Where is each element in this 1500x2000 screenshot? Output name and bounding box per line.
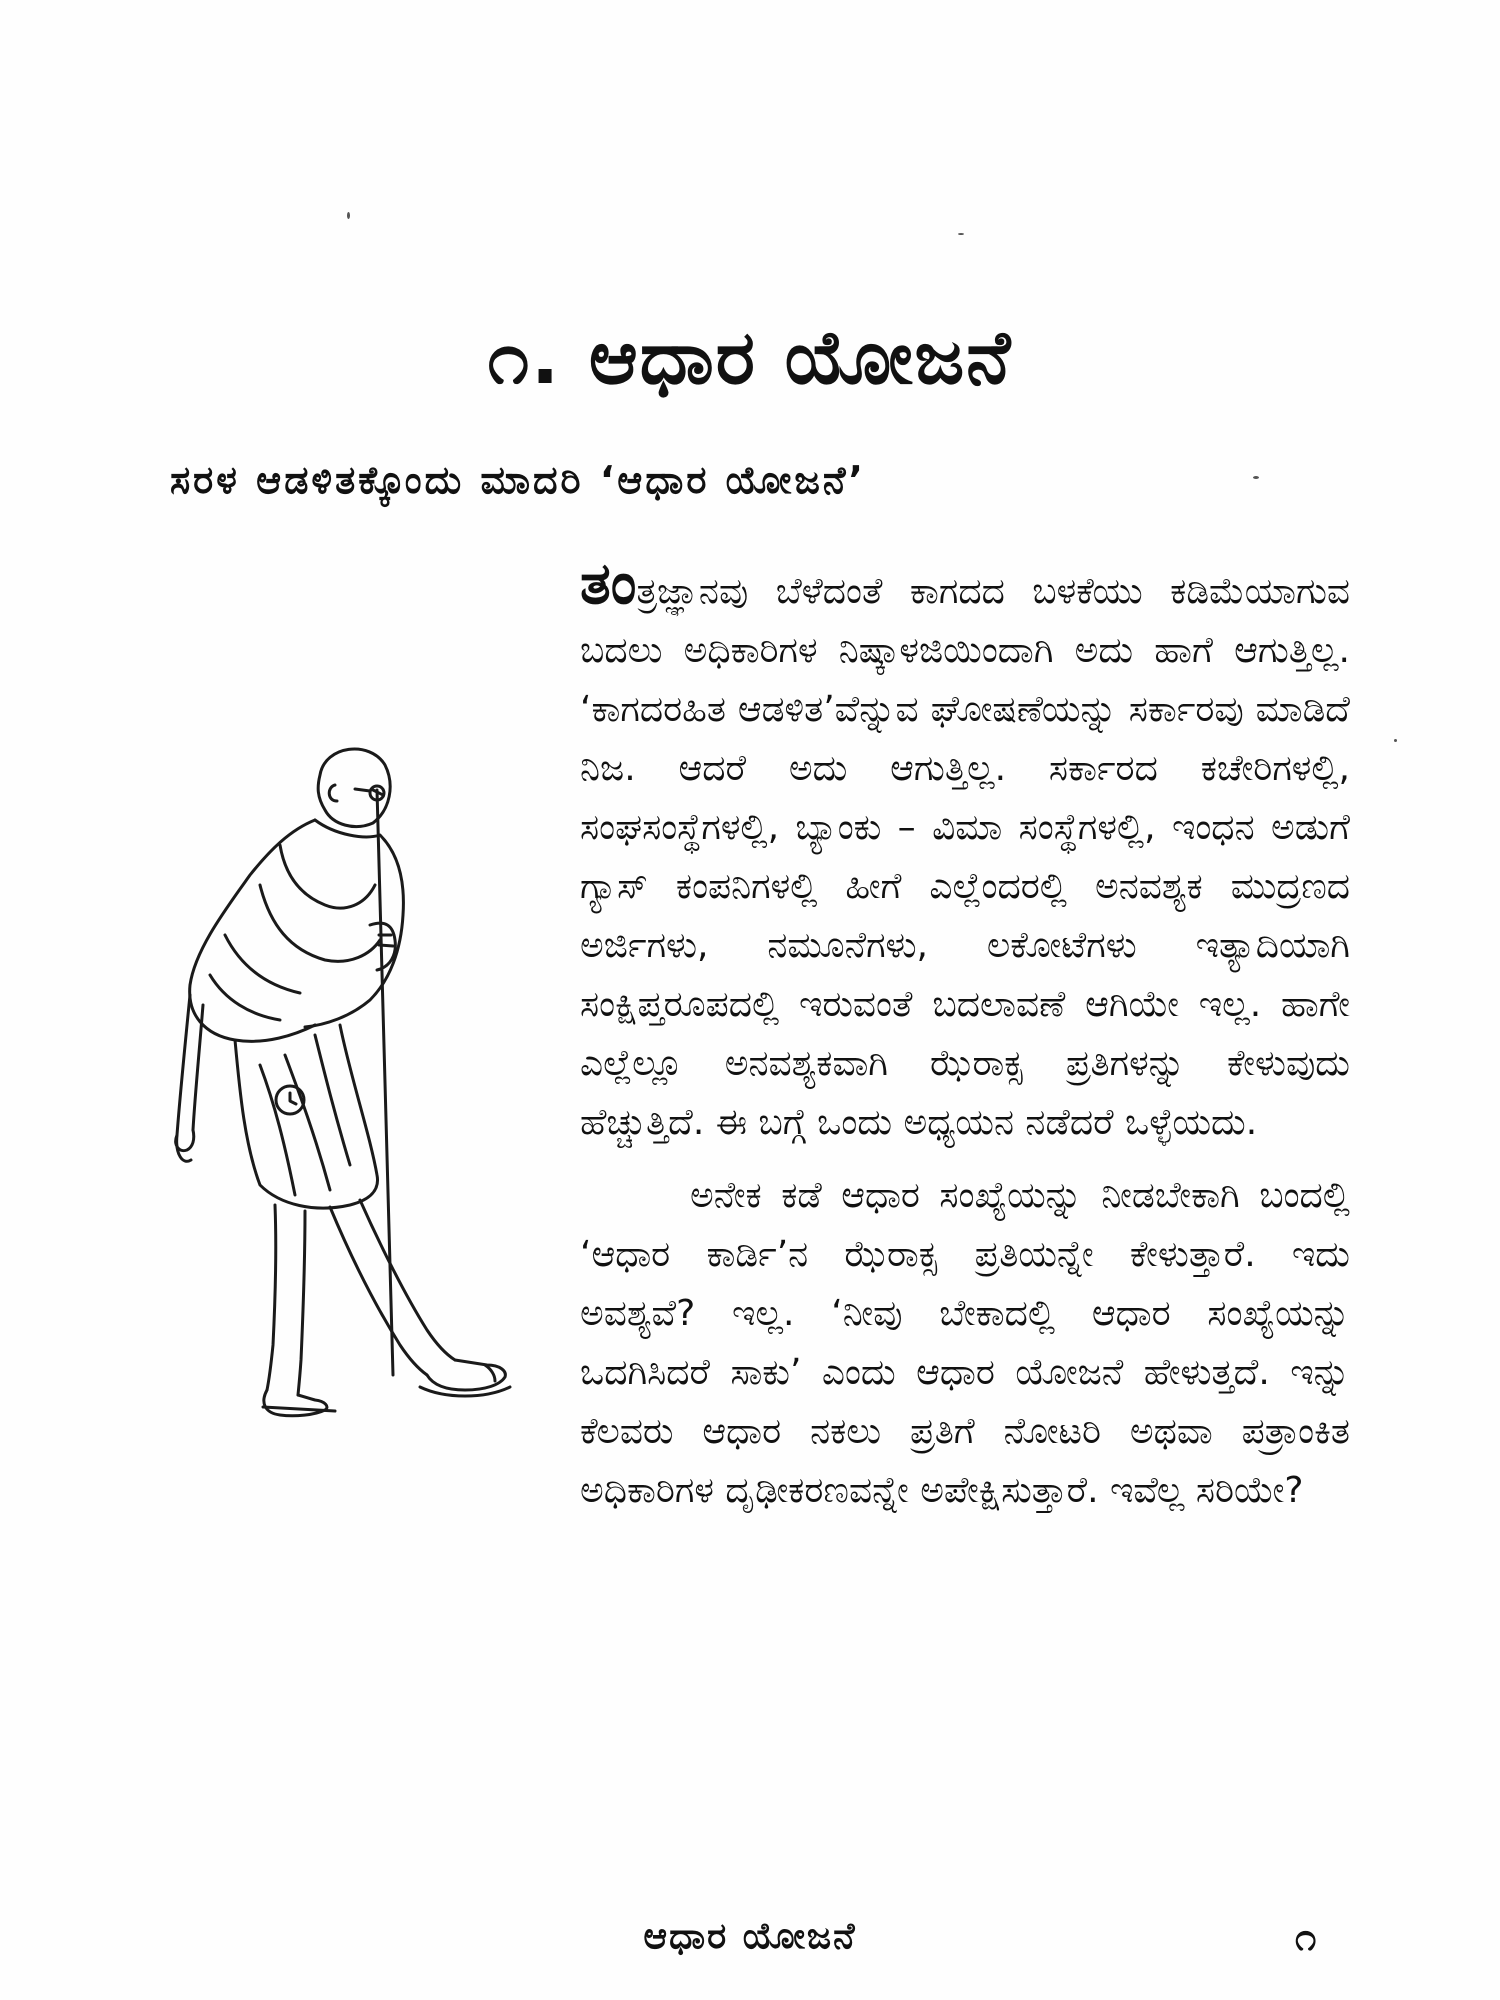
- paragraph-1-text: ತ್ರಜ್ಞಾನವು ಬೆಳೆದಂತೆ ಕಾಗದದ ಬಳಕೆಯು ಕಡಿಮೆಯಾಗುವ ಬದಲು ಅಧಿಕಾರಿಗಳ ನಿಷ್ಕಾಳಜಿಯಿಂದಾಗಿ ಅದು ಹಾಗೆ ಆಗುತ್ತಿಲ್ಲ. ‘ಕಾಗದರಹಿತ ಆಡಳಿತ’ವೆನ್ನುವ ಘೋಷಣೆಯನ್ನು ಸರ್ಕಾರವು ಮಾಡಿದೆ ನಿಜ. ಆದರೆ ಅದು ಆಗುತ್ತಿಲ್ಲ. ಸರ್ಕಾರದ ಕಚೇರಿಗಳಲ್ಲಿ, ಸಂಘಸಂಸ್ಥೆಗಳಲ್ಲಿ, ಬ್ಯಾಂಕು – ವಿಮಾ ಸಂಸ್ಥೆಗಳಲ್ಲಿ, ಇಂಧನ ಅಡುಗೆ ಗ್ಯಾಸ್ ಕಂಪನಿಗಳಲ್ಲಿ ಹೀಗೆ ಎಲ್ಲೆಂದರಲ್ಲಿ ಅನವಶ್ಯಕ ಮುದ್ರಣದ ಅರ್ಜಿಗಳು, ನಮೂನೆಗಳು, ಲಕೋಟೆಗಳು ಇತ್ಯಾದಿಯಾಗಿ ಸಂಕ್ಷಿಪ್ತರೂಪದಲ್ಲಿ ಇರುವಂತೆ ಬದಲಾವಣೆ ಆಗಿಯೇ ಇಲ್ಲ. ಹಾಗೇ ಎಲ್ಲೆಲ್ಲೂ ಅನವಶ್ಯಕವಾಗಿ ಝೆರಾಕ್ಸ ಪ್ರತಿಗಳನ್ನು ಕೇಳುವುದು ಹೆಚ್ಚುತ್ತಿದೆ. ಈ ಬಗ್ಗೆ ಒಂದು ಅಧ್ಯಯನ ನಡೆದರೆ ಒಳ್ಳೆಯದು.: [580, 571, 1350, 1143]
- page-number: ೧: [1295, 1915, 1317, 1959]
- scan-speck: [1253, 476, 1259, 479]
- walking-figure-illustration: [165, 735, 595, 1435]
- body-text: [580, 549, 1350, 1520]
- drop-cap: ತಂ: [580, 549, 637, 617]
- paragraph-2: ಅನೇಕ ಕಡೆ ಆಧಾರ ಸಂಖ್ಯೆಯನ್ನು ನೀಡಬೇಕಾಗಿ ಬಂದಲ್ಲಿ ‘ಆಧಾರ ಕಾರ್ಡಿ’ನ ಝೆರಾಕ್ಸ ಪ್ರತಿಯನ್ನೇ ಕೇಳುತ್ತಾರೆ. ಇದು ಅವಶ್ಯವೆ? ಇಲ್ಲ. ‘ನೀವು ಬೇಕಾದಲ್ಲಿ ಆಧಾರ ಸಂಖ್ಯೆಯನ್ನು ಒದಗಿಸಿದರೆ ಸಾಕು’ ಎಂದು ಆಧಾರ ಯೋಜನೆ ಹೇಳುತ್ತದೆ. ಇನ್ನು ಕೆಲವರು ಆಧಾರ ನಕಲು ಪ್ರತಿಗೆ ನೋಟರಿ ಅಥವಾ ಪತ್ರಾಂಕಿತ ಅಧಿಕಾರಿಗಳ ದೃಢೀಕರಣವನ್ನೇ ಅಪೇಕ್ಷಿಸುತ್ತಾರೆ. ಇವೆಲ್ಲ ಸರಿಯೇ?: [580, 1175, 1350, 1511]
- scan-speck: [347, 212, 350, 219]
- section-subtitle: ಸರಳ ಆಡಳಿತಕ್ಕೊಂದು ಮಾದರಿ ‘ಆಧಾರ ಯೋಜನೆ’: [170, 458, 866, 502]
- paragraph-1: [580, 549, 1350, 1152]
- running-footer-title: ಆಧಾರ ಯೋಜನೆ: [643, 1916, 857, 1957]
- scan-speck: [1394, 739, 1397, 742]
- scan-speck: [958, 233, 964, 235]
- chapter-title: ೧. ಆಧಾರ ಯೋಜನೆ: [487, 315, 1013, 401]
